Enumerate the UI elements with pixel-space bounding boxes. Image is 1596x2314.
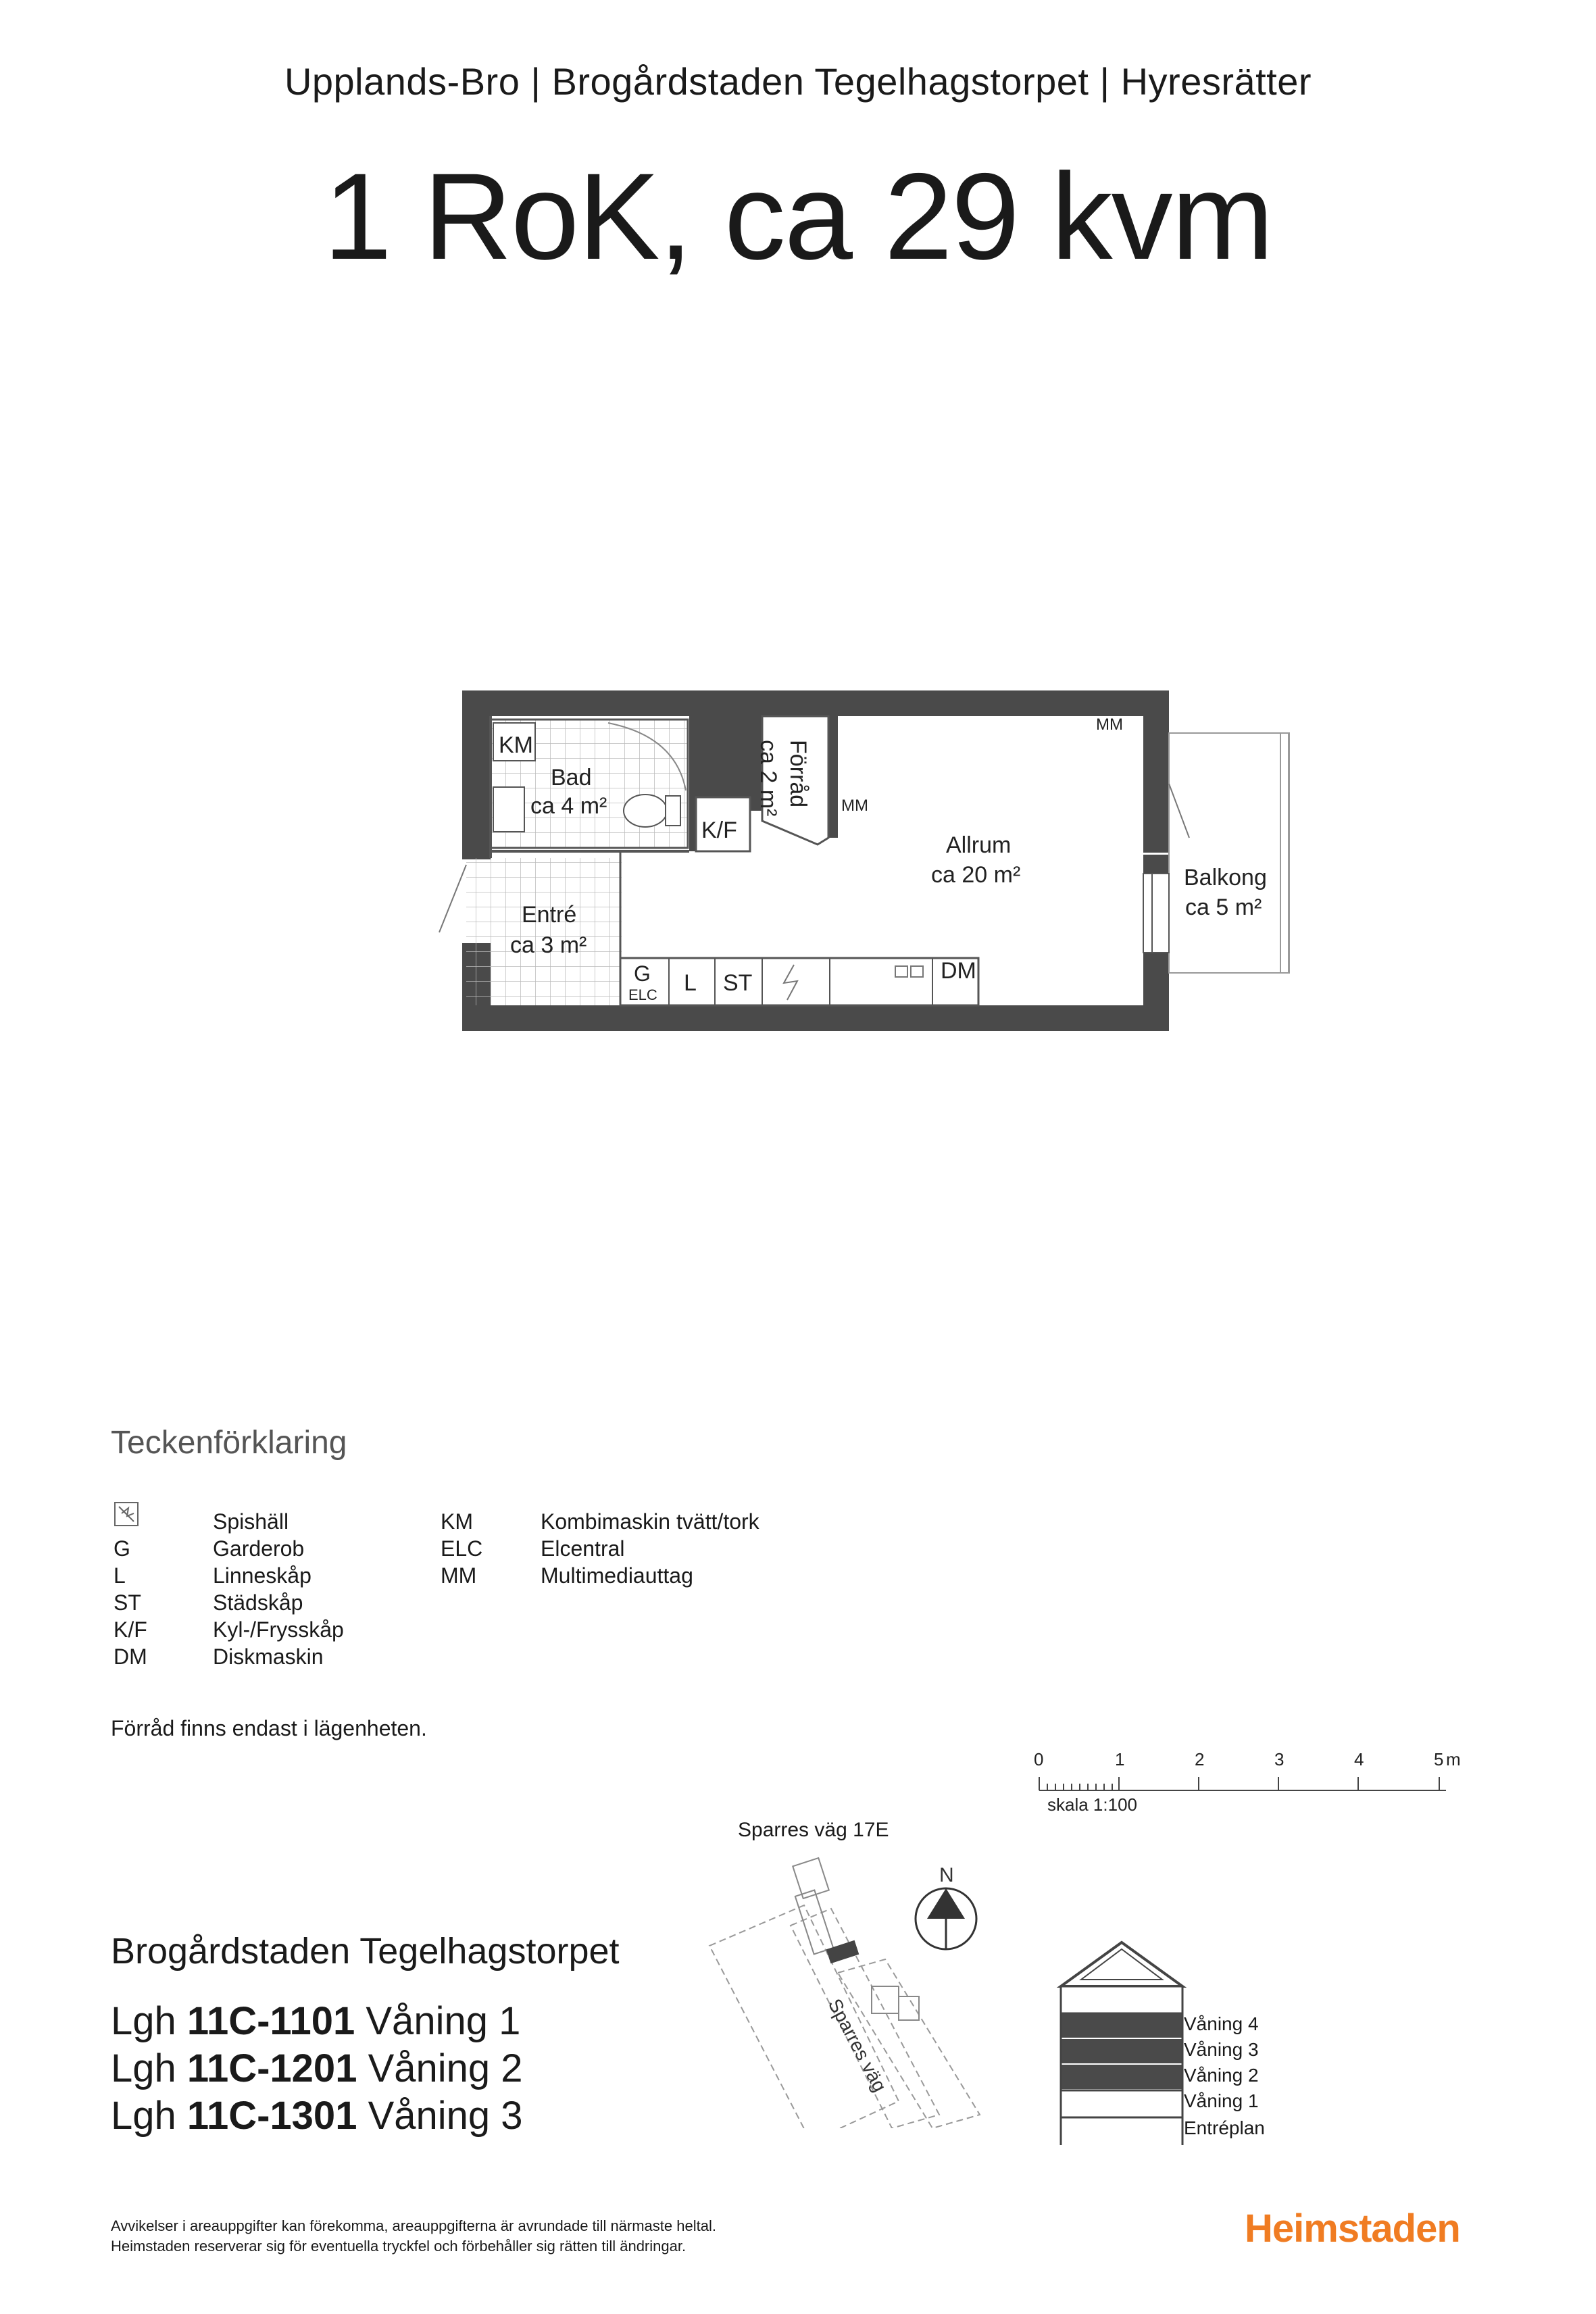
floor-plan: [0, 0, 1596, 1149]
legend-abbr: L: [114, 1563, 126, 1588]
disclaimer-line: Avvikelser i areauppgifter kan förekomma, areauppgifterna är avrundade till närmaste heltal.: [111, 2217, 716, 2234]
toilet-icon: [624, 795, 667, 827]
mm-label-2: MM: [1096, 715, 1123, 734]
site-map: [696, 1844, 1000, 2128]
apartment-line: [111, 1998, 520, 2044]
legend-desc: Kombimaskin tvätt/tork: [541, 1509, 759, 1534]
page-title: 1 RoK, ca 29 kvm: [323, 147, 1273, 285]
apartment-line: [111, 2046, 523, 2091]
legend-abbr: ST: [114, 1590, 141, 1615]
floor-label: Våning 2: [1184, 2065, 1259, 2086]
floor-label: Entréplan: [1184, 2117, 1265, 2138]
legend-desc: Städskåp: [213, 1590, 303, 1615]
legend-abbr: G: [114, 1536, 130, 1561]
legend-abbr: MM: [441, 1563, 477, 1588]
scale-tick-label: 3: [1274, 1749, 1285, 1769]
balkong-label: Balkong: [1184, 865, 1267, 890]
km-label: KM: [499, 732, 533, 758]
balcony-door: [1143, 874, 1169, 953]
forrad-label: Förråd: [785, 740, 811, 808]
sink-icon: [493, 787, 524, 832]
storage-note: Förråd finns endast i lägenheten.: [111, 1716, 427, 1740]
apt-floor: Våning 1: [366, 1999, 521, 2043]
apt-prefix: Lgh: [111, 1999, 176, 2043]
scale-tick-label: 0: [1034, 1749, 1044, 1769]
project-name: Brogårdstaden Tegelhagstorpet: [111, 1931, 620, 1971]
disclaimer: [111, 2216, 716, 2257]
legend-desc: Garderob: [213, 1536, 305, 1561]
legend-col2-desc: [541, 1508, 878, 1589]
street-label: Sparres väg: [824, 1995, 891, 2096]
compass-icon: [916, 1864, 976, 1949]
floor-label: Våning 4: [1184, 2013, 1259, 2034]
apt-floor: Våning 3: [368, 2094, 523, 2138]
apt-prefix: Lgh: [111, 2046, 176, 2090]
building-section: [1054, 1939, 1189, 2162]
legend-abbr: DM: [114, 1644, 147, 1669]
dm-label: DM: [941, 958, 976, 984]
bad-area: ca 4 m²: [530, 793, 607, 819]
legend-abbr: ELC: [441, 1536, 483, 1561]
scale-bar: [1034, 1746, 1480, 1821]
kitchen-counter: [620, 958, 978, 1005]
mm-label-1: MM: [841, 797, 868, 815]
legend-desc: Spishäll: [213, 1509, 289, 1534]
entre-label: Entré: [522, 902, 577, 928]
disclaimer-line: Heimstaden reserverar sig för eventuella tryckfel och förbehåller sig rätten till ändringar.: [111, 2238, 687, 2255]
entre-floor: [466, 858, 622, 1005]
elc-label: ELC: [628, 986, 657, 1003]
balkong-area: ca 5 m²: [1185, 895, 1262, 920]
scale-tick-label: 2: [1195, 1749, 1205, 1769]
apt-number: 11C-1201: [186, 2046, 357, 2090]
legend-desc: Diskmaskin: [213, 1644, 324, 1669]
apt-number: 11C-1301: [186, 2094, 357, 2138]
kf-label: K/F: [701, 818, 737, 843]
allrum-area: ca 20 m²: [931, 862, 1021, 888]
bad-label: Bad: [551, 765, 592, 790]
apt-floor: Våning 2: [368, 2046, 523, 2090]
legend-heading: Teckenförklaring: [111, 1425, 347, 1461]
floor-label: Våning 1: [1184, 2090, 1259, 2111]
allrum-label: Allrum: [946, 832, 1012, 858]
g-label: G: [634, 961, 651, 986]
heimstaden-logo: Heimstaden: [1245, 2207, 1460, 2250]
forrad-area: ca 2 m²: [755, 740, 781, 817]
building-marker: [826, 1940, 859, 1964]
apt-prefix: Lgh: [111, 2094, 176, 2138]
legend-abbr: K/F: [114, 1617, 147, 1642]
scale-tick-label: 5: [1434, 1749, 1444, 1769]
scale-tick-label: 1: [1115, 1749, 1125, 1769]
north-label: N: [939, 1864, 954, 1886]
scale-unit: m: [1446, 1749, 1461, 1769]
floor-label: Våning 3: [1184, 2039, 1259, 2060]
apt-number: 11C-1101: [186, 1999, 355, 2043]
entry-door: [439, 865, 466, 932]
st-label: ST: [723, 970, 753, 996]
site-address: Sparres väg 17E: [738, 1819, 889, 1841]
legend-desc: Kyl-/Frysskåp: [213, 1617, 344, 1642]
legend-desc: Linneskåp: [213, 1563, 311, 1588]
balcony: [1169, 733, 1289, 973]
legend-abbr: KM: [441, 1509, 473, 1534]
l-label: L: [684, 970, 697, 996]
legend-desc: Multimediauttag: [541, 1563, 693, 1588]
entre-area: ca 3 m²: [510, 932, 587, 958]
scale-tick-label: 4: [1354, 1749, 1364, 1769]
apartment-line: [111, 2093, 523, 2138]
page-subtitle: Upplands-Bro | Brogårdstaden Tegelhagstorpet | Hyresrätter: [284, 60, 1312, 103]
scale-label: skala 1:100: [1047, 1794, 1137, 1815]
legend-desc: Elcentral: [541, 1536, 625, 1561]
